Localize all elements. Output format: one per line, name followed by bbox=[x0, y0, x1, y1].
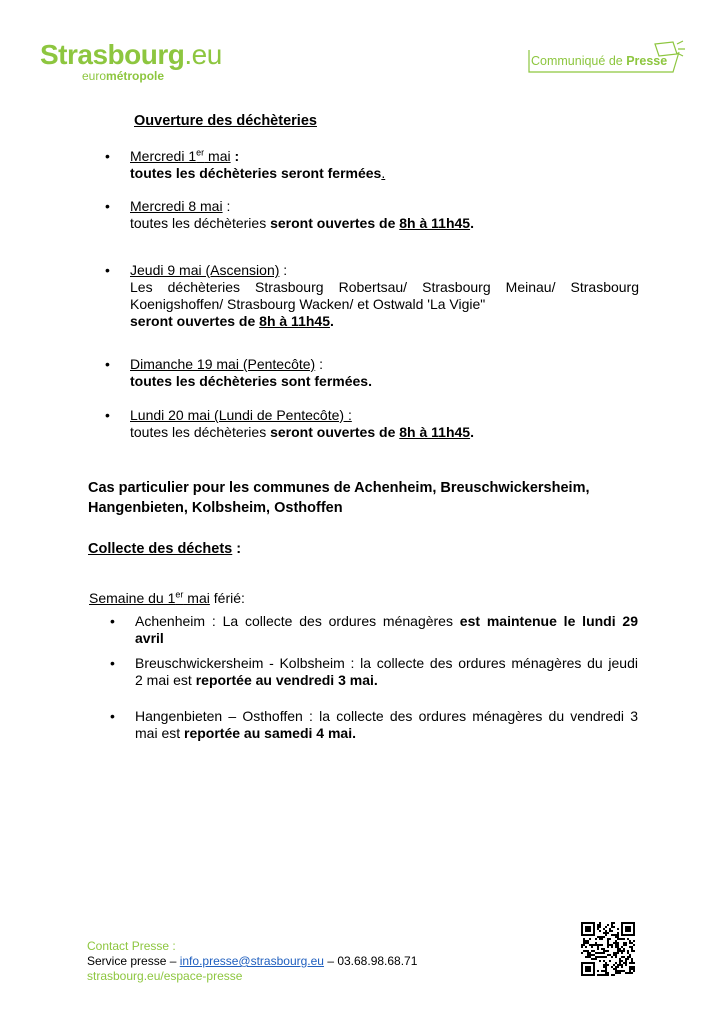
bullet-icon: • bbox=[110, 655, 115, 671]
logo-subtitle: eurométropole bbox=[82, 69, 165, 83]
press-website: strasbourg.eu/espace-presse bbox=[87, 969, 243, 983]
section-title-ouverture: Ouverture des déchèteries bbox=[134, 113, 317, 129]
week-label: Semaine du 1er mai férié: bbox=[89, 589, 245, 606]
section-title-cas-particulier: Cas particulier pour les communes de Achenheim, Breuschwickersheim, Hangenbieten, Kolbsheim, Osthoffen bbox=[88, 480, 590, 516]
qr-code-icon bbox=[581, 922, 635, 976]
bullet-icon: • bbox=[110, 613, 115, 629]
logo-wordmark: Strasbourg.eu bbox=[40, 39, 222, 70]
section-title-collecte: Collecte des déchets : bbox=[88, 541, 242, 557]
contact-label: Contact Presse : bbox=[87, 939, 176, 953]
press-label-bold: Presse bbox=[626, 54, 668, 68]
press-contact-footer bbox=[87, 939, 417, 984]
strasbourg-logo bbox=[40, 40, 230, 83]
press-label: Communiqué de bbox=[531, 54, 627, 68]
bullet-icon: • bbox=[105, 407, 110, 423]
dechetteries-list: • Mercredi 1er mai : toutes les déchèteries seront fermées. • Mercredi 8 mai : toutes les déchèteries seront ouvertes de 8h à 11h45. • Jeudi 9 mai (Ascension) : Les déchèteries Strasbourg Robertsau/ Strasbourg Meinau/ Strasbourg Koenigshoffen/ Strasbourg Wacken/ et Ostwald 'La Vigie" seront ouvertes de 8h à 11h45. • Dimanche 19 mai (Pentecôte) : toutes les déchèteries sont fermées. • Lundi 20 mai (Lundi de Pentecôte) : toutes les déchèteries seront ouvertes de 8h à 11h45. bbox=[105, 147, 639, 440]
communique-de-presse-badge bbox=[527, 40, 687, 76]
collecte-list: • Achenheim : La collecte des ordures ménagères est maintenue le lundi 29 avril • Breuschwickersheim - Kolbsheim : la collecte des ordures ménagères du jeudi 2 mai est reportée au vendredi 3 mai. • Hangenbieten – Osthoffen : la collecte des ordures ménagères du vendredi 3 mai est reportée au samedi 4 mai. bbox=[110, 613, 639, 741]
bullet-icon: • bbox=[105, 148, 110, 164]
bullet-icon: • bbox=[110, 708, 115, 724]
bullet-icon: • bbox=[105, 262, 110, 278]
service-presse-line: Service presse – info.presse@strasbourg.eu – 03.68.98.68.71 bbox=[87, 954, 418, 968]
bullet-icon: • bbox=[105, 356, 110, 372]
press-email-link[interactable]: info.presse@strasbourg.eu bbox=[179, 954, 324, 968]
bullet-icon: • bbox=[105, 198, 110, 214]
